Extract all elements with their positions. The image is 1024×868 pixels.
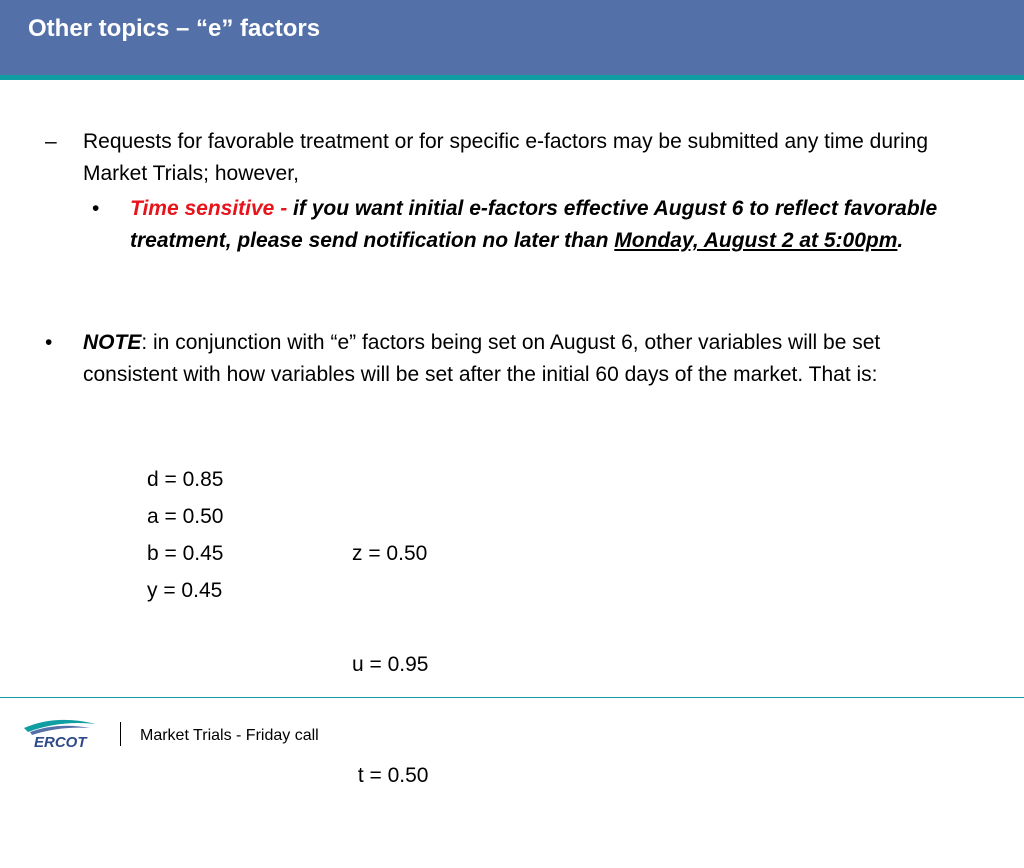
value-z: z = 0.50 bbox=[352, 542, 428, 565]
logo-text: ERCOT bbox=[34, 734, 87, 751]
period: . bbox=[897, 229, 904, 252]
bullet-note bbox=[83, 327, 963, 391]
values-left-column bbox=[147, 461, 223, 609]
footer-separator bbox=[120, 722, 121, 746]
time-sensitive-text: if you want initial e-factors effective August 6 to reflect favorable treatment, please send notification no later than bbox=[130, 197, 938, 252]
bullet-marker: • bbox=[92, 197, 100, 220]
value-t: t = 0.50 bbox=[352, 764, 429, 787]
value-y: y = 0.45 bbox=[147, 579, 223, 602]
footer-line bbox=[0, 697, 1024, 698]
dash-marker: – bbox=[45, 130, 57, 153]
values-right-column bbox=[352, 461, 428, 868]
slide-title: Other topics – “e” factors bbox=[28, 15, 321, 42]
title-accent-line bbox=[0, 75, 1024, 80]
bullet-requests: Requests for favorable treatment or for specific e-factors may be submitted any time during Market Trials; however, bbox=[83, 130, 929, 185]
note-text: : in conjunction with “e” factors being set on August 6, other variables will be set consistent with how variables will be set after the initial 60 days of the market. That is: bbox=[83, 331, 881, 386]
footer-caption: Market Trials - Friday call bbox=[140, 727, 319, 744]
sub-bullet-time-sensitive bbox=[130, 193, 950, 257]
note-label: NOTE bbox=[83, 331, 142, 354]
deadline-text: Monday, August 2 at 5:00pm bbox=[614, 229, 898, 252]
value-u: u = 0.95 bbox=[352, 653, 429, 676]
value-b: b = 0.45 bbox=[147, 542, 224, 565]
ercot-logo-icon bbox=[20, 712, 100, 752]
value-d: d = 0.85 bbox=[147, 468, 224, 491]
time-sensitive-label: Time sensitive - bbox=[130, 197, 294, 220]
bullet-marker: • bbox=[45, 331, 53, 354]
value-a: a = 0.50 bbox=[147, 505, 224, 528]
title-bar bbox=[0, 0, 1024, 75]
